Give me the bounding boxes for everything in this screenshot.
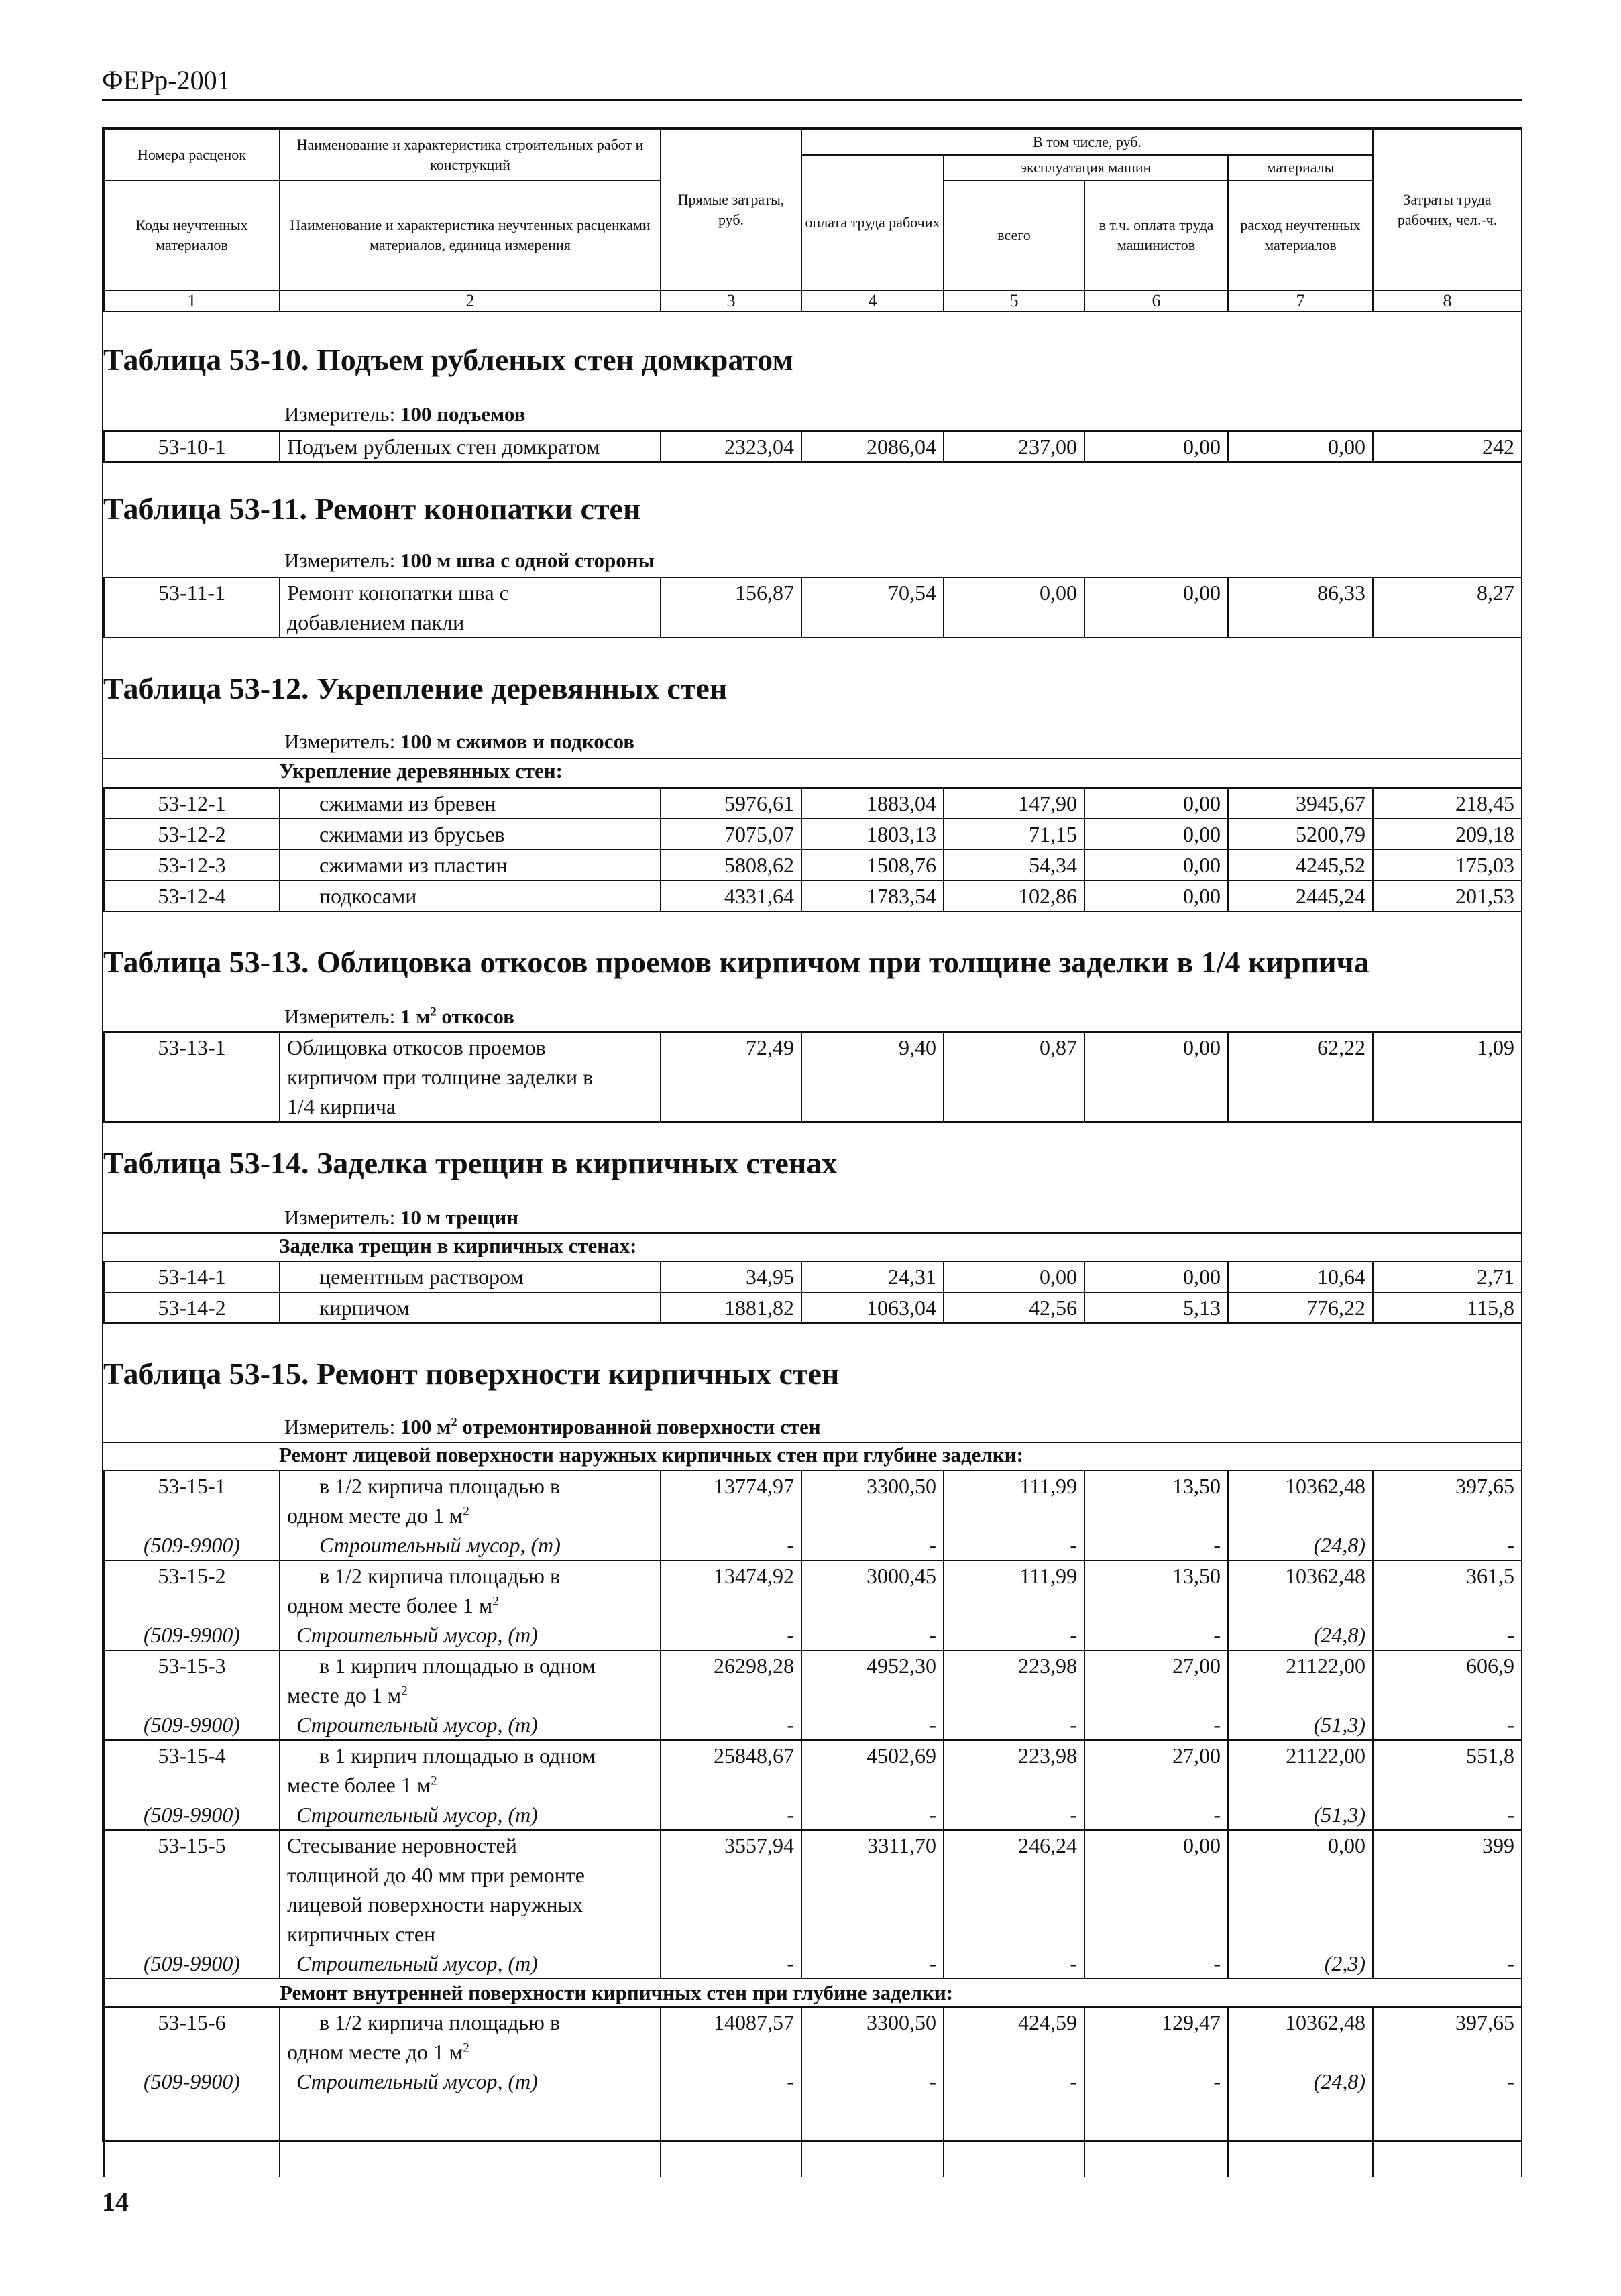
subsection-row [104, 1979, 1522, 2007]
unit-line: Измеритель: 100 м сжимов и подкосов [284, 730, 635, 753]
table-row-continued: одном месте более 1 $м^2$ [104, 1591, 1522, 1620]
rates-table [103, 1261, 1522, 1324]
col-materials-header: материалы [1228, 155, 1373, 180]
rates-sheet [102, 127, 1522, 2142]
table-row-continued: одном месте до 1 $м^2$ [104, 1501, 1522, 1530]
col-material-names-header: Наименование и характеристика неучтенных расценками материалов, единица измерения [280, 180, 661, 290]
table-row: 53-15-4 в 1 кирпич площадью в одном 25848,67 4502,69 223,98 27,00 21122,00 551,8 [104, 1740, 1522, 1770]
table-row: 53-10-1 Подъем рубленых стен домкратом 2323,04 2086,04 237,00 0,00 0,00 242 [104, 431, 1522, 462]
table-row: 53-15-2 в 1/2 кирпича площадью в 13474,92 3000,45 111,99 13,50 10362,48 361,5 [104, 1560, 1522, 1591]
col-number: 8 [1373, 290, 1522, 312]
col-material-use-header: расход неучтенных материалов [1228, 180, 1373, 290]
subsection-heading: Ремонт лицевой поверхности наружных кирпичных стен при глубине заделки: [279, 1443, 1023, 1467]
col-operators-pay-header: в т.ч. оплата труда машинистов [1084, 180, 1228, 290]
material-row: (509-9900) Строительный мусор, (т) - - - - (24,8) - [104, 2067, 1522, 2096]
unit-line: Измеритель: 100 подъемов [284, 402, 526, 426]
col-group-header: В том числе, руб. [801, 129, 1373, 155]
rates-table [103, 431, 1522, 463]
col-work-name-header: Наименование и характеристика строительных работ и конструкций [280, 129, 661, 180]
table-row: 53-14-2 кирпичом 1881,82 1063,04 42,56 5,13 776,22 115,8 [104, 1292, 1522, 1323]
column-header [103, 129, 1522, 312]
unit-line: Измеритель: 100 $м^2$ отремонтированной поверхности стен [284, 1415, 821, 1438]
col-labor-hours-header: Затраты труда рабочих, чел.-ч. [1373, 129, 1522, 290]
table-row: 53-11-1 Ремонт конопатки шва с 156,87 70,54 0,00 0,00 86,33 8,27 [104, 577, 1522, 608]
header-rule [102, 99, 1522, 101]
col-material-codes-header: Коды неучтенных материалов [104, 180, 280, 290]
rates-table [103, 787, 1522, 912]
table-row-continued: месте более 1 $м^2$ [104, 1770, 1522, 1800]
table-row: 53-15-3 в 1 кирпич площадью в одном 26298,28 4952,30 223,98 27,00 21122,00 606,9 [104, 1650, 1522, 1680]
section-title: Таблица 53-10. Подъем рубленых стен домкратом [103, 343, 793, 377]
subsection-heading: Укрепление деревянных стен: [279, 759, 563, 783]
col-number: 3 [661, 290, 801, 312]
document-title: ФЕРр-2001 [102, 65, 231, 95]
col-labor-pay-header: оплата труда рабочих [801, 155, 944, 290]
table-row: 53-13-1 Облицовка откосов проемов 72,49 9,40 0,87 0,00 62,22 1,09 [104, 1032, 1522, 1062]
col-machines-total-header: всего [944, 180, 1084, 290]
col-number: 7 [1228, 290, 1373, 312]
rates-table [103, 577, 1522, 638]
table-row-continued: кирпичных стен [104, 1919, 1522, 1949]
table-row-continued: толщиной до 40 мм при ремонте [104, 1860, 1522, 1890]
section-title: Таблица 53-12. Укрепление деревянных стен [103, 671, 728, 705]
material-row: (509-9900) Строительный мусор, (т) - - - - (51,3) - [104, 1710, 1522, 1740]
table-row: 53-15-5 Стесывание неровностей 3557,94 3311,70 246,24 0,00 0,00 399 [104, 1830, 1522, 1860]
page-number: 14 [102, 2187, 129, 2217]
col-number: 6 [1084, 290, 1228, 312]
section-title: Таблица 53-13. Облицовка откосов проемов кирпичом при толщине заделки в 1/4 кирпича [103, 945, 1370, 979]
table-row: 53-14-1 цементным раствором 34,95 24,31 0,00 0,00 10,64 2,71 [104, 1261, 1522, 1292]
col-number: 2 [280, 290, 661, 312]
table-row: 53-15-1 в 1/2 кирпича площадью в 13774,97 3300,50 111,99 13,50 10362,48 397,65 [104, 1471, 1522, 1501]
table-row-continued: кирпичом при толщине заделки в [104, 1062, 1522, 1092]
table-row: 53-12-4 подкосами 4331,64 1783,54 102,86 0,00 2445,24 201,53 [104, 880, 1522, 911]
subsection-heading: Заделка трещин в кирпичных стенах: [279, 1234, 637, 1257]
table-row-continued: 1/4 кирпича [104, 1092, 1522, 1122]
unit-line: Измеритель: 10 м трещин [284, 1206, 519, 1229]
table-row-continued: лицевой поверхности наружных [104, 1890, 1522, 1919]
table-row: 53-12-2 сжимами из брусьев 7075,07 1803,13 71,15 0,00 5200,79 209,18 [104, 819, 1522, 850]
col-number: 4 [801, 290, 944, 312]
section-title: Таблица 53-11. Ремонт конопатки стен [103, 492, 641, 526]
rates-table [103, 1470, 1522, 2177]
material-row: (509-9900) Строительный мусор, (т) - - - - (51,3) - [104, 1800, 1522, 1830]
table-row-continued: добавлением пакли [104, 608, 1522, 638]
material-row: (509-9900) Строительный мусор, (т) - - - - (24,8) - [104, 1530, 1522, 1560]
col-machines-header: эксплуатация машин [944, 155, 1228, 180]
unit-line: Измеритель: 100 м шва с одной стороны [284, 549, 655, 572]
rates-table [103, 1031, 1522, 1123]
table-row: 53-15-6 в 1/2 кирпича площадью в 14087,57 3300,50 424,59 129,47 10362,48 397,65 [104, 2007, 1522, 2037]
col-rate-number-header: Номера расценок [104, 129, 280, 180]
unit-line: Измеритель: 1 $м^2$ откосов [284, 1005, 514, 1028]
col-number: 1 [104, 290, 280, 312]
table-row-continued: одном месте до 1 $м^2$ [104, 2037, 1522, 2067]
table-row-continued: месте до 1 $м^2$ [104, 1680, 1522, 1710]
section-title: Таблица 53-14. Заделка трещин в кирпичных стенах [103, 1146, 838, 1180]
material-row: (509-9900) Строительный мусор, (т) - - - - (2,3) - [104, 1949, 1522, 1979]
table-row: 53-12-3 сжимами из пластин 5808,62 1508,76 54,34 0,00 4245,52 175,03 [104, 850, 1522, 880]
table-spacer [104, 2096, 1522, 2177]
col-direct-costs-header: Прямые затраты, руб. [661, 129, 801, 290]
col-number: 5 [944, 290, 1084, 312]
table-row: 53-12-1 сжимами из бревен 5976,61 1883,04 147,90 0,00 3945,67 218,45 [104, 788, 1522, 819]
subsection-heading: Ремонт внутренней поверхности кирпичных стен при глубине заделки: [280, 1979, 1522, 2007]
material-row: (509-9900) Строительный мусор, (т) - - - - (24,8) - [104, 1620, 1522, 1650]
section-title: Таблица 53-15. Ремонт поверхности кирпичных стен [103, 1357, 840, 1391]
